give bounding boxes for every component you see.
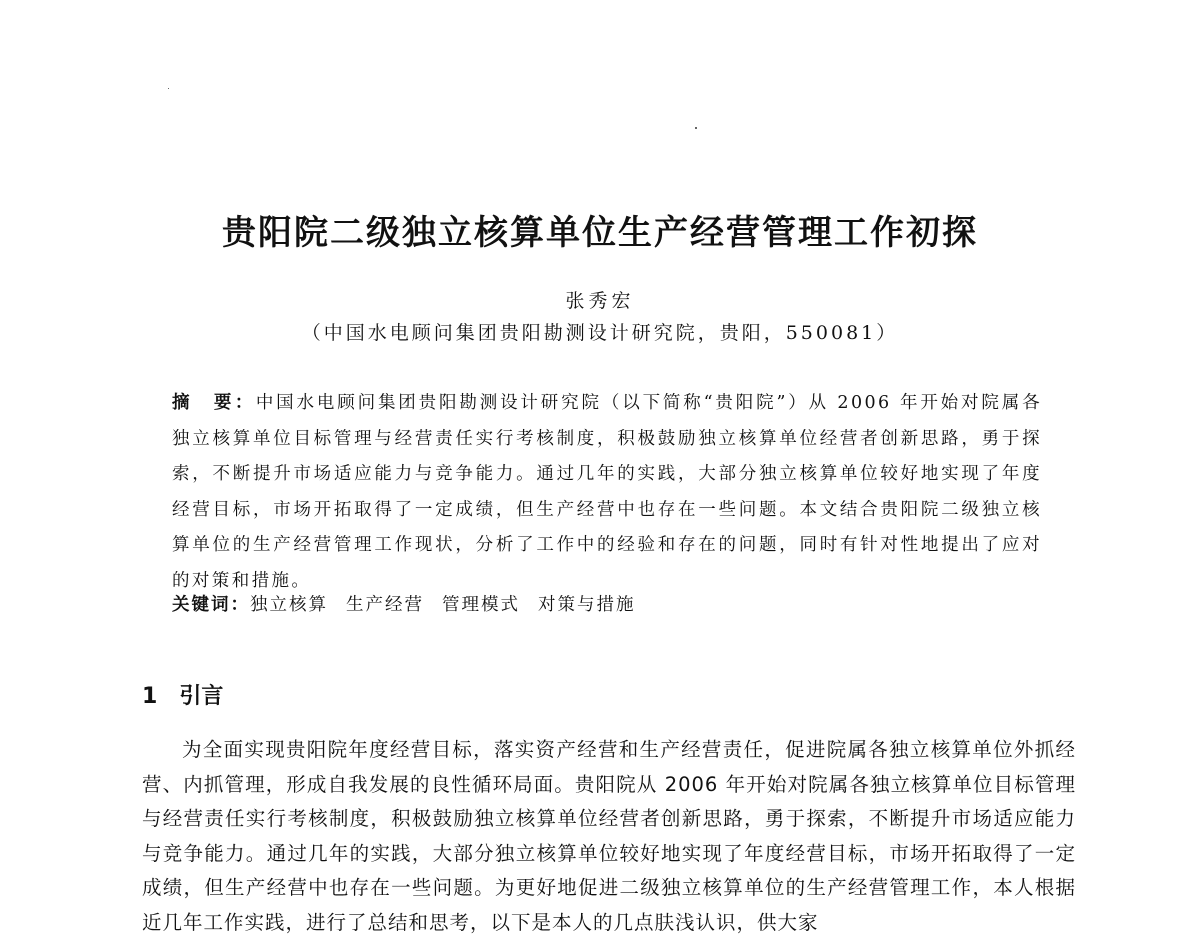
abstract-label: 摘 要： bbox=[172, 393, 256, 413]
keyword: 生产经营 bbox=[346, 595, 424, 615]
author-affiliation: （中国水电顾问集团贵阳勘测设计研究院，贵阳，550081） bbox=[301, 322, 899, 344]
section-title: 引言 bbox=[179, 684, 224, 709]
keyword: 管理模式 bbox=[442, 595, 520, 615]
scan-speck bbox=[695, 127, 697, 129]
abstract-text: 中国水电顾问集团贵阳勘测设计研究院（以下简称“贵阳院”）从 2006 年开始对院属各独立核算单位目标管理与经营责任实行考核制度，积极鼓励独立核算单位经营者创新思路，勇于探索，不断提升市场适应能力与竞争能力。通过几年的实践，大部分独立核算单位较好地实现了年度经营目标，市场开拓取得了一定成绩，但生产经营中也存在一些问题。本文结合贵阳院二级独立核算单位的生产经营管理工作现状，分析了工作中的经验和存在的问题，同时有针对性地提出了应对的对策和措施。 bbox=[172, 393, 1043, 591]
scan-speck bbox=[168, 88, 169, 89]
author-name: 张秀宏 bbox=[565, 290, 635, 312]
section-heading bbox=[142, 679, 223, 710]
section-paragraph: 为全面实现贵阳院年度经营目标，落实资产经营和生产经营责任，促进院属各独立核算单位外抓经营、内抓管理，形成自我发展的良性循环局面。贵阳院从 2006 年开始对院属各独立核算单位目标管理与经营责任实行考核制度，积极鼓励独立核算单位经营者创新思路，勇于探索，不断提升市场适应能力与竞争能力。通过几年的实践，大部分独立核算单位较好地实现了年度经营目标，市场开拓取得了一定成绩，但生产经营中也存在一些问题。为更好地促进二级独立核算单位的生产经营管理工作，本人根据近几年工作实践，进行了总结和思考，以下是本人的几点肤浅认识，供大家 bbox=[142, 738, 1076, 934]
keywords-label: 关键词： bbox=[172, 595, 250, 615]
section-number: 1 bbox=[142, 684, 158, 709]
paper-title: 贵阳院二级独立核算单位生产经营管理工作初探 bbox=[222, 213, 978, 253]
keyword: 独立核算 bbox=[250, 595, 328, 615]
keywords bbox=[172, 591, 1042, 616]
abstract bbox=[172, 386, 1042, 599]
keyword: 对策与措施 bbox=[538, 595, 636, 615]
